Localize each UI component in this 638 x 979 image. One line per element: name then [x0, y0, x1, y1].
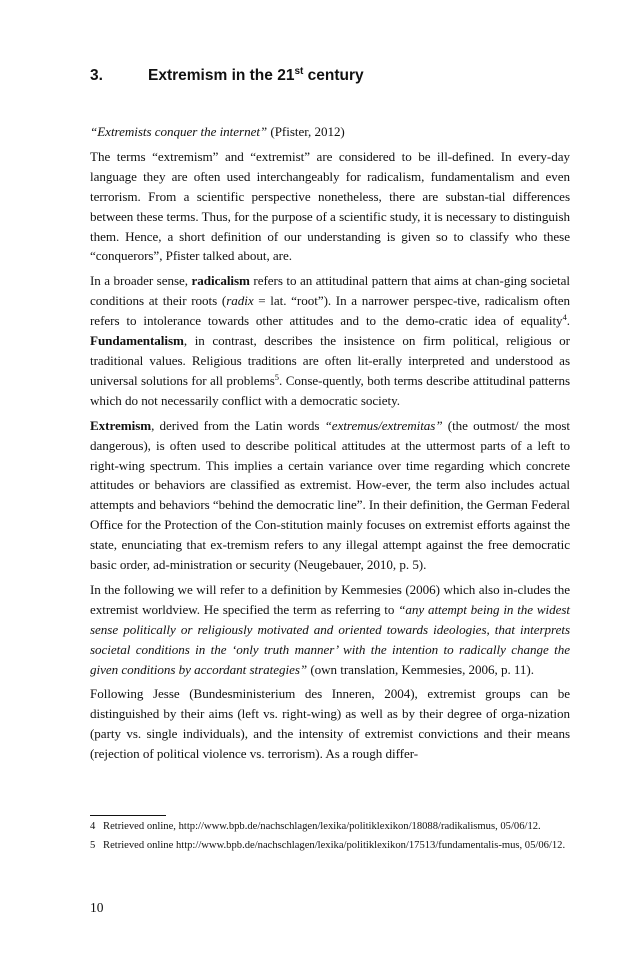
section-number: 3. [90, 67, 103, 84]
paragraph-extremism: Extremism, derived from the Latin words “extremus/extremitas” (the outmost/ the most dangerous), is often used to describe political attitudes at the uttermost parts of a left to right-wing spectrum. This implies a certain variance over time regarding which concrete attitudes or behaviors are classified as extremist. How-ever, the term also includes actual attempts and behaviors “behind the democratic line”. In their definition, the German Federal Office for the Protection of the Con-stitution mainly focuses on extremist efforts against the state, enunciating that ex-tremism refers to any illegal attempt against the free democratic basic order, ad-ministration or security (Neugebauer, 2010, p. 5). [90, 417, 570, 573]
epigraph [90, 122, 570, 142]
kemmesies-quote: “any attempt being in the widest sense politically or religiously motivated and oriented towards ideologies, that interprets societal conditions in the ‘only truth manner’ with the intention to radically change the given conditions by accordant strategies” [90, 601, 570, 677]
page-number: 10 [90, 900, 104, 915]
footnote-text: Retrieved online http://www.bpb.de/nachschlagen/lexika/politiklexikon/17513/fundamentalis-mus, 05/06/12. [103, 839, 566, 851]
footnote-4 [90, 819, 570, 835]
footnote-number: 4 [90, 821, 96, 832]
paragraph-radicalism: In a broader sense, radicalism refers to an attitudinal pattern that aims at chan-ging societal conditions at their roots (radix = lat. “root”). In a narrower perspec-tive, radicalism often refers to intolerance towards other attitudes and to the demo-cratic idea of equality$^4$. Fundamentalism, in contrast, describes the insistence on firm political, religious or traditional values. Religious traditions are often lit-erally interpreted and understood as universal solutions for all problems$^5$. Conse-quently, both terms describe attitudinal patterns which do not necessarily conflict with a democratic society. [90, 273, 570, 408]
footnote-divider [90, 815, 166, 816]
footnote-number: 5 [90, 839, 96, 851]
term-extremism: Extremism [90, 417, 152, 433]
footnote-text: Retrieved online, http://www.bpb.de/nachschlagen/lexika/politiklexikon/18088/radikalismus, 05/06/12. [103, 821, 541, 832]
footnote-5 [90, 838, 570, 854]
paragraph-definitions-intro: The terms “extremism” and “extremist” are considered to be ill-defined. In every-day language they are often used interchangeably for radicalism, fundamentalism and even terrorism. From a scientific perspective nonetheless, there are substan-tial differences between these terms. Thus, for the purpose of a scientific study, it is necessary to distinguish them. Hence, a short definition of our understanding is given so to classify who these “conquerors”, Pfister talked about, are. [90, 148, 570, 264]
epigraph-citation: (Pfister, 2012) [267, 124, 345, 139]
paragraph-kemmesies: In the following we will refer to a definition by Kemmesies (2006) which also in-cludes the extremist worldview. He specified the term as referring to “any attempt being in the widest sense politically or religiously motivated and oriented towards ideologies, that interprets societal conditions in the ‘only truth manner’ with the intention to radically change the given conditions by accordant strategies” (own translation, Kemmesies, 2006, p. 11). [90, 581, 570, 677]
body-text [90, 122, 570, 769]
footnote-ref-5[interactable]: 5 [274, 371, 279, 382]
term-radicalism: radicalism [191, 273, 250, 289]
footnote-ref-4[interactable]: 4 [562, 312, 567, 323]
term-fundamentalism: Fundamentalism [90, 333, 184, 349]
epigraph-quote: “Extremists conquer the internet” [90, 124, 268, 139]
paragraph-jesse: Following Jesse (Bundesministerium des Inneren, 2004), extremist groups can be distinguished by their aims (left vs. right-wing) as well as by their degree of orga-nization (party vs. single individuals), and the intensity of extremist convictions and their means (rejection of political violence vs. terrorism). As a rough differ- [90, 686, 570, 762]
section-title: Extremism in the 21st century [148, 66, 364, 84]
footnotes [90, 819, 570, 856]
section-heading [90, 66, 570, 86]
